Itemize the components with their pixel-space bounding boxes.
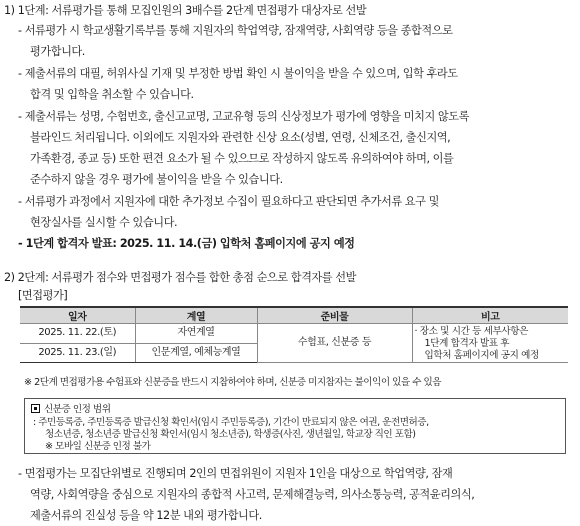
section1-line-3: - 제출서류의 대필, 허위사실 기재 및 부정한 방법 확인 시 불이익을 받을 수 있으며, 입학 후라도: [18, 67, 458, 80]
header-field: 계열: [135, 307, 257, 324]
section1-line-9: - 서류평가 과정에서 지원자에 대한 추가정보 수집이 필요하다고 판단되면 추가서류 요구 및: [18, 195, 439, 208]
remarks-line-3: 입학처 홈페이지에 공지 예정: [424, 350, 539, 361]
section1-line-1: - 서류평가 시 학교생활기록부를 통해 지원자의 학업역량, 잠재역량, 사회역량 등을 종합적으로: [18, 24, 453, 37]
final-line-1: - 면접평가는 모집단위별로 진행되며 2인의 면접위원이 지원자 1인을 대상으로 학업역량, 잠재: [18, 467, 453, 480]
section1-line-2: 평가합니다.: [30, 45, 85, 58]
remarks-line-2: 1단계 합격자 발표 후: [424, 338, 510, 349]
section1-line-7: 가족환경, 종교 등) 또한 편견 요소가 될 수 있으므로 작성하지 않도록 유의하여야 하며, 이를: [30, 152, 454, 165]
id-scope-box: [24, 398, 566, 454]
square-bullet-icon: [31, 404, 40, 413]
section1-line-5: - 제출서류는 성명, 수험번호, 출신고교명, 고교유형 등의 신상정보가 평가에 영향을 미치지 않도록: [18, 110, 470, 123]
section1-line-8: 준수하지 않을 경우 평가에 불이익을 받을 수 있습니다.: [30, 173, 283, 186]
header-date: 일자: [20, 307, 135, 324]
table-note: ※ 2단계 면접평가용 수험표와 신분증을 반드시 지참하여야 하며, 신분증 미지참자는 불이익이 있을 수 있음: [24, 377, 442, 388]
id-scope-line-1: : 주민등록증, 주민등록증 발급신청 확인서(임시 주민등록증), 기간이 만료되지 않은 여권, 운전면허증,: [33, 417, 429, 428]
remarks-cell: [412, 324, 568, 363]
interview-table-caption: [면접평가]: [18, 289, 68, 302]
section1-line-4: 합격 및 입학을 취소할 수 있습니다.: [30, 88, 194, 101]
table-header-row: [20, 307, 568, 324]
header-supplies: 준비물: [257, 307, 412, 324]
final-line-3: 제출서류의 진실성 등을 약 12분 내외 평가합니다.: [30, 509, 262, 522]
id-scope-line-2: 청소년증, 청소년증 발급신청 확인서(임시 청소년증), 학생증(사진, 생년월일, 학교장 직인 포함): [45, 429, 416, 440]
section1-line-6: 블라인드 처리됩니다. 이외에도 지원자와 관련한 신상 요소(성별, 연령, 신체조건, 출신지역,: [30, 131, 451, 144]
section1-line-10: 현장실사를 실시할 수 있습니다.: [30, 216, 178, 229]
row1-date: 2025. 11. 22.(토): [20, 324, 135, 344]
row2-date: 2025. 11. 23.(일): [20, 343, 135, 363]
row1-field: 자연계열: [135, 324, 257, 344]
remarks-line-1: · 장소 및 시간 등 세부사항은: [414, 326, 528, 337]
id-scope-line-3: ※ 모바일 신분증 인정 불가: [45, 441, 151, 452]
supplies-cell: 수험표, 신분증 등: [257, 324, 412, 363]
table-row: [20, 324, 568, 344]
final-line-2: 역량, 사회역량을 중심으로 지원자의 종합적 사고력, 문제해결능력, 의사소통능력, 공적윤리의식,: [30, 488, 475, 501]
section2-heading: 2) 2단계: 서류평가 점수와 면접평가 점수를 합한 총점 순으로 합격자를 선발: [4, 271, 356, 284]
section1-heading: 1) 1단계: 서류평가를 통해 모집인원의 3배수를 2단계 면접평가 대상자로 선발: [4, 4, 367, 17]
interview-schedule-table: [20, 306, 568, 363]
header-remarks: 비고: [412, 307, 568, 324]
row2-field: 인문계열, 예체능계열: [135, 343, 257, 363]
first-stage-announcement: - 1단계 합격자 발표: 2025. 11. 14.(금) 입학처 홈페이지에 공지 예정: [18, 237, 355, 250]
id-scope-title-text: 신분증 인정 범위: [44, 404, 111, 415]
